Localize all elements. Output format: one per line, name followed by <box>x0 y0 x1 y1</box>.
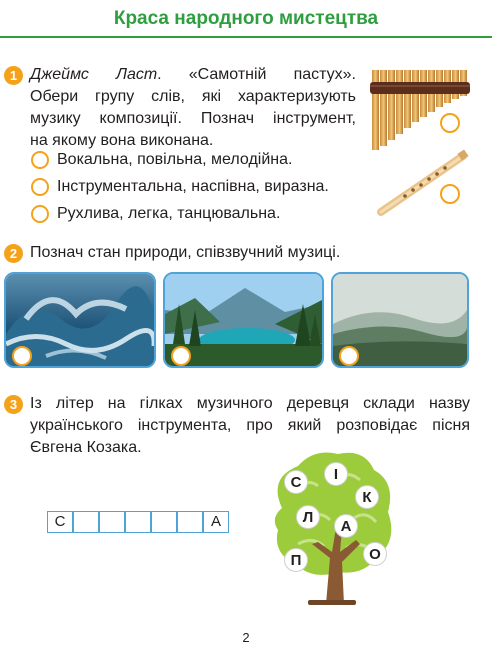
page-number: 2 <box>242 630 250 645</box>
task1-line2: Обери групу слів, які характеризують <box>30 88 356 105</box>
task3-line3: Євгена Козака. <box>30 439 142 456</box>
option-2-checkbox[interactable] <box>31 178 49 196</box>
task1-author: Джеймс Ласт <box>30 66 158 83</box>
mountain-lake-photo <box>163 272 324 368</box>
title-divider <box>0 36 492 38</box>
misty-forest-checkbox[interactable] <box>339 346 359 366</box>
tree-letter-s: С <box>284 470 308 494</box>
misty-forest-photo <box>331 272 469 368</box>
task2-text: Познач стан природи, співзвучний музиці. <box>30 244 341 261</box>
pan-flute-checkbox[interactable] <box>440 113 460 133</box>
task1-line1 <box>30 64 356 87</box>
answer-cell-5[interactable] <box>151 511 177 533</box>
task-number-2: 2 <box>4 244 23 263</box>
tree-letter-a: А <box>334 514 358 538</box>
task1-work: . «Самотній пастух». <box>157 66 356 83</box>
answer-cell-6[interactable] <box>177 511 203 533</box>
option-2-label: Інструментальна, наспівна, виразна. <box>57 178 329 195</box>
recorder-image <box>375 148 471 220</box>
option-3-label: Рухлива, легка, танцювальна. <box>57 205 281 222</box>
option-1-checkbox[interactable] <box>31 151 49 169</box>
option-1-label: Вокальна, повільна, мелодійна. <box>57 151 293 168</box>
tree-letter-p: П <box>284 548 308 572</box>
tree-letter-i: І <box>324 462 348 486</box>
option-3-checkbox[interactable] <box>31 205 49 223</box>
tree-letter-k: К <box>355 485 379 509</box>
answer-cell-2[interactable] <box>73 511 99 533</box>
task1-line4: на якому вона виконана. <box>30 132 214 149</box>
answer-cell-1[interactable]: С <box>47 511 73 533</box>
pan-flute-image <box>370 68 474 158</box>
task3-line1: Із літер на гілках музичного деревця склади назву <box>30 395 470 412</box>
stormy-sea-checkbox[interactable] <box>12 346 32 366</box>
mountain-lake-checkbox[interactable] <box>171 346 191 366</box>
task1-line3: музику композиції. Познач інструмент, <box>30 110 356 127</box>
stormy-sea-photo <box>4 272 156 368</box>
answer-cell-7[interactable]: А <box>203 511 229 533</box>
task3-line2: українського інструмента, про який розповідає пісня <box>30 417 470 434</box>
task-number-3: 3 <box>4 395 23 414</box>
tree-letter-o: О <box>363 542 387 566</box>
page-title: Краса народного мистецтва <box>113 8 379 29</box>
tree-letter-l: Л <box>296 505 320 529</box>
recorder-checkbox[interactable] <box>440 184 460 204</box>
task-number-1: 1 <box>4 66 23 85</box>
answer-cell-4[interactable] <box>125 511 151 533</box>
answer-cell-3[interactable] <box>99 511 125 533</box>
